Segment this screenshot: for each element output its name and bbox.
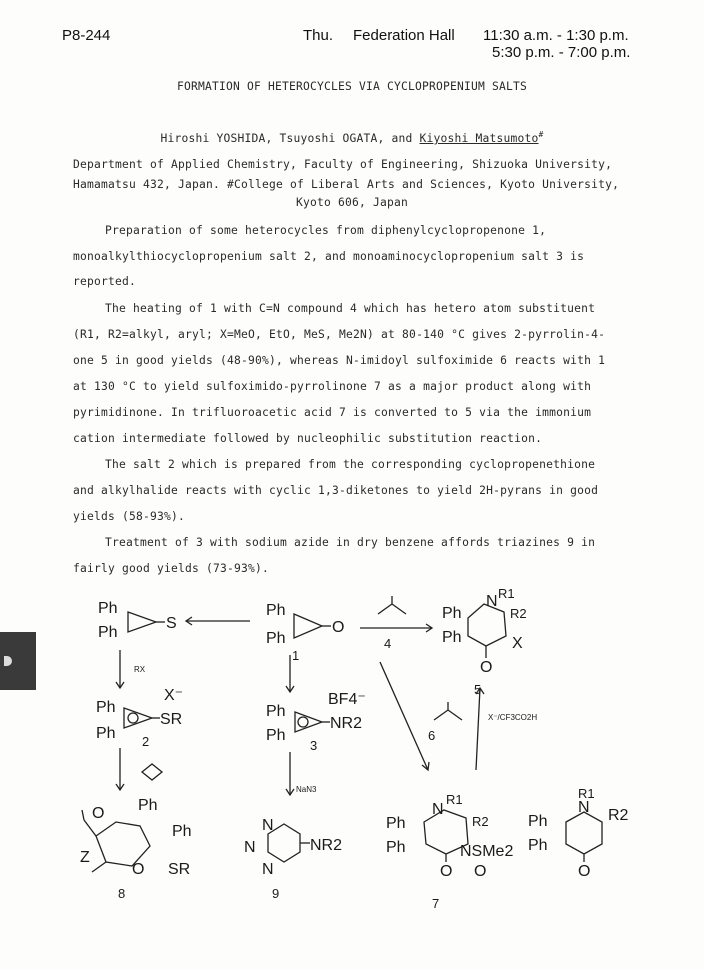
reagent-tfa: X⁻/CF3CO2H [488, 713, 538, 722]
pyrim-o: O [578, 863, 591, 880]
thione-ph-2: Ph [98, 624, 118, 641]
affiliation-line-2: Hamamatsu 432, Japan. #College of Liberal Arts and Sciences, Kyoto University, [73, 178, 620, 191]
cpo-o: O [332, 619, 345, 636]
cmp5-o: O [480, 659, 493, 676]
cpo-ph-2: Ph [266, 630, 286, 647]
compound-label-7: 7 [432, 896, 440, 911]
body-line: at 130 °C to yield sulfoximido-pyrrolinone 7 as a major product along with [73, 380, 592, 393]
body-line: The heating of 1 with C=N compound 4 which has hetero atom substituent [105, 302, 596, 315]
cmp9-n-3: N [262, 861, 274, 878]
authors-lead: Hiroshi YOSHIDA, Tsuyoshi OGATA, and [160, 131, 420, 145]
body-line: Preparation of some heterocycles from diphenylcyclopropenone 1, [105, 224, 547, 237]
paper-title: FORMATION OF HETEROCYCLES VIA CYCLOPROPENIUM SALTS [176, 80, 528, 93]
cmp7-ph-2: Ph [386, 839, 406, 856]
reagent-rx: RX [134, 665, 146, 674]
cmp5-n: N [486, 593, 498, 610]
cmp5-r1: R1 [498, 586, 515, 601]
cmp3-bf4: BF4⁻ [328, 691, 366, 708]
session-time-1: 11:30 a.m. - 1:30 p.m. [483, 27, 629, 44]
cmp7-r2: R2 [472, 814, 489, 829]
pyrim-n: N [578, 799, 590, 816]
body-line: The salt 2 which is prepared from the corresponding cyclopropenethione [105, 458, 596, 471]
cmp2-ph-2: Ph [96, 725, 116, 742]
author-last: Kiyoshi Matsumoto [419, 131, 539, 145]
body-line: fairly good yields (73-93%). [73, 562, 270, 575]
cmp9-n-2: N [244, 839, 256, 856]
paper-authors: Hiroshi YOSHIDA, Tsuyoshi OGATA, and Kiyoshi Matsumoto# [160, 130, 544, 145]
reagent-nan3: NaN3 [296, 785, 317, 794]
cmp9-n-1: N [262, 817, 274, 834]
cmp5-r2: R2 [510, 606, 527, 621]
affiliation-line-1: Department of Applied Chemistry, Faculty of Engineering, Shizuoka University, [73, 158, 613, 171]
cmp7-nsme2: NSMe2 [460, 843, 514, 860]
cmp3-ph-2: Ph [266, 727, 286, 744]
session-venue: Federation Hall [353, 27, 455, 44]
cmp5-ph-1: Ph [442, 605, 462, 622]
cmp7-o: O [440, 863, 453, 880]
thione-s: S [166, 615, 177, 632]
cmp2-x: X⁻ [164, 687, 184, 704]
poster-code: P8-244 [62, 27, 111, 44]
body-line: Treatment of 3 with sodium azide in dry benzene affords triazines 9 in [105, 536, 596, 549]
cmp8-ph-2: Ph [172, 823, 192, 840]
compound-label-9: 9 [272, 886, 280, 901]
body-line: (R1, R2=alkyl, aryl; X=MeO, EtO, MeS, Me2N) at 80-140 °C gives 2-pyrrolin-4- [73, 328, 606, 341]
compound-label-5: 5 [474, 682, 482, 697]
body-line: monoalkylthiocyclopropenium salt 2, and monoaminocyclopropenium salt 3 is [73, 250, 585, 263]
thione-ph-1: Ph [98, 600, 118, 617]
cmp8-z: Z [80, 849, 90, 866]
session-day: Thu. [303, 27, 334, 44]
cmp5-ph-2: Ph [442, 629, 462, 646]
pyrim-ph-2: Ph [528, 837, 548, 854]
cmp7-ph-1: Ph [386, 815, 406, 832]
compound-label-3: 3 [310, 738, 318, 753]
cmp8-o-ring: O [132, 861, 145, 878]
cmp3-ph-1: Ph [266, 703, 286, 720]
cmp7-n: N [432, 801, 444, 818]
compound-label-6: 6 [428, 728, 436, 743]
body-line: yields (58-93%). [73, 510, 186, 523]
cmp8-sr: SR [168, 861, 191, 878]
compound-label-4: 4 [384, 636, 392, 651]
pyrim-ph-1: Ph [528, 813, 548, 830]
cmp3-nr2: NR2 [330, 715, 363, 732]
cmp5-x: X [512, 635, 523, 652]
body-line: reported. [73, 275, 137, 288]
cmp7-r1: R1 [446, 792, 463, 807]
body-line: pyrimidinone. In trifluoroacetic acid 7 is converted to 5 via the immonium [73, 406, 592, 419]
session-time-2: 5:30 p.m. - 7:00 p.m. [492, 44, 631, 61]
cpo-ph-1: Ph [266, 602, 286, 619]
cmp2-sr: SR [160, 711, 183, 728]
affiliation-line-3: Kyoto 606, Japan [295, 196, 409, 209]
pyrim-r2: R2 [608, 807, 629, 824]
compound-label-8: 8 [118, 886, 126, 901]
compound-label-2: 2 [142, 734, 150, 749]
body-line: cation intermediate followed by nucleophilic substitution reaction. [73, 432, 543, 445]
cmp2-ph-1: Ph [96, 699, 116, 716]
cmp9-nr2: NR2 [310, 837, 343, 854]
cmp8-ph-1: Ph [138, 797, 158, 814]
compound-label-1: 1 [292, 648, 300, 663]
cmp7-so: O [474, 863, 487, 880]
body-line: and alkylhalide reacts with cyclic 1,3-diketones to yield 2H-pyrans in good [73, 484, 599, 497]
pyrim-r1: R1 [578, 786, 595, 801]
body-line: one 5 in good yields (48-90%), whereas N-imidoyl sulfoximide 6 reacts with 1 [73, 354, 606, 367]
cmp8-o-ketone: O [92, 805, 105, 822]
